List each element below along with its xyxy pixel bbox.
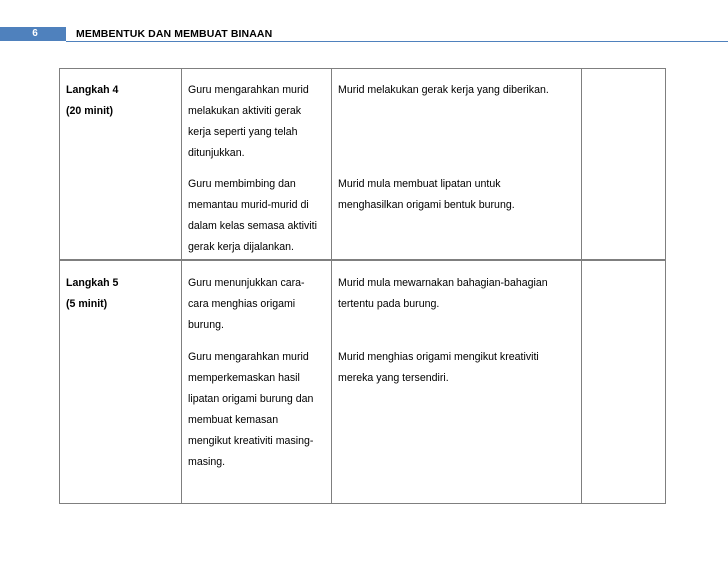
- teacher-activity-line: mengikut kreativiti masing-: [188, 435, 314, 447]
- student-activity-line: Murid mula mewarnakan bahagian-bahagian: [338, 277, 548, 289]
- teacher-activity-line: Guru membimbing dan: [188, 178, 296, 190]
- student-activity-line: mereka yang tersendiri.: [338, 372, 449, 384]
- teacher-activity-line: memperkemaskan hasil: [188, 372, 300, 384]
- student-activity-line: Murid menghias origami mengikut kreativiti: [338, 351, 539, 363]
- table-border-right: [665, 68, 666, 504]
- teacher-activity-line: cara menghias origami: [188, 298, 296, 310]
- table-col-divider-1: [181, 68, 182, 504]
- page-number-badge: 6: [0, 27, 66, 41]
- page-header: [0, 0, 728, 48]
- table-border-top: [59, 68, 666, 69]
- teacher-activity-line: membuat kemasan: [188, 414, 279, 426]
- teacher-activity-line: melakukan aktiviti gerak: [188, 105, 302, 117]
- teacher-activity-line: lipatan origami burung dan: [188, 393, 314, 405]
- table-row-divider: [59, 259, 666, 261]
- header-divider: [66, 41, 728, 42]
- table-border-bottom: [59, 503, 666, 504]
- step-duration: (5 minit): [66, 298, 108, 310]
- student-activity-line: Murid mula membuat lipatan untuk: [338, 178, 501, 190]
- step-name: Langkah 5: [66, 277, 119, 289]
- teacher-activity-line: memantau murid-murid di: [188, 199, 309, 211]
- teacher-activity-line: kerja seperti yang telah: [188, 126, 298, 138]
- teacher-activity-line: Guru mengarahkan murid: [188, 84, 309, 96]
- student-activity-line: menghasilkan origami bentuk burung.: [338, 199, 515, 211]
- page-header-title: MEMBENTUK DAN MEMBUAT BINAAN: [76, 28, 273, 40]
- teacher-activity-line: ditunjukkan.: [188, 147, 245, 159]
- teacher-activity-line: burung.: [188, 319, 224, 331]
- table-border-left: [59, 68, 60, 504]
- table-col-divider-3: [581, 68, 582, 504]
- teacher-activity-line: Guru menunjukkan cara-: [188, 277, 305, 289]
- teacher-activity-line: dalam kelas semasa aktiviti: [188, 220, 317, 232]
- student-activity-line: Murid melakukan gerak kerja yang diberikan.: [338, 84, 549, 96]
- step-duration: (20 minit): [66, 105, 114, 117]
- teacher-activity-line: gerak kerja dijalankan.: [188, 241, 294, 253]
- student-activity-line: tertentu pada burung.: [338, 298, 440, 310]
- teacher-activity-line: masing.: [188, 456, 226, 468]
- table-col-divider-2: [331, 68, 332, 504]
- teacher-activity-line: Guru mengarahkan murid: [188, 351, 309, 363]
- step-name: Langkah 4: [66, 84, 119, 96]
